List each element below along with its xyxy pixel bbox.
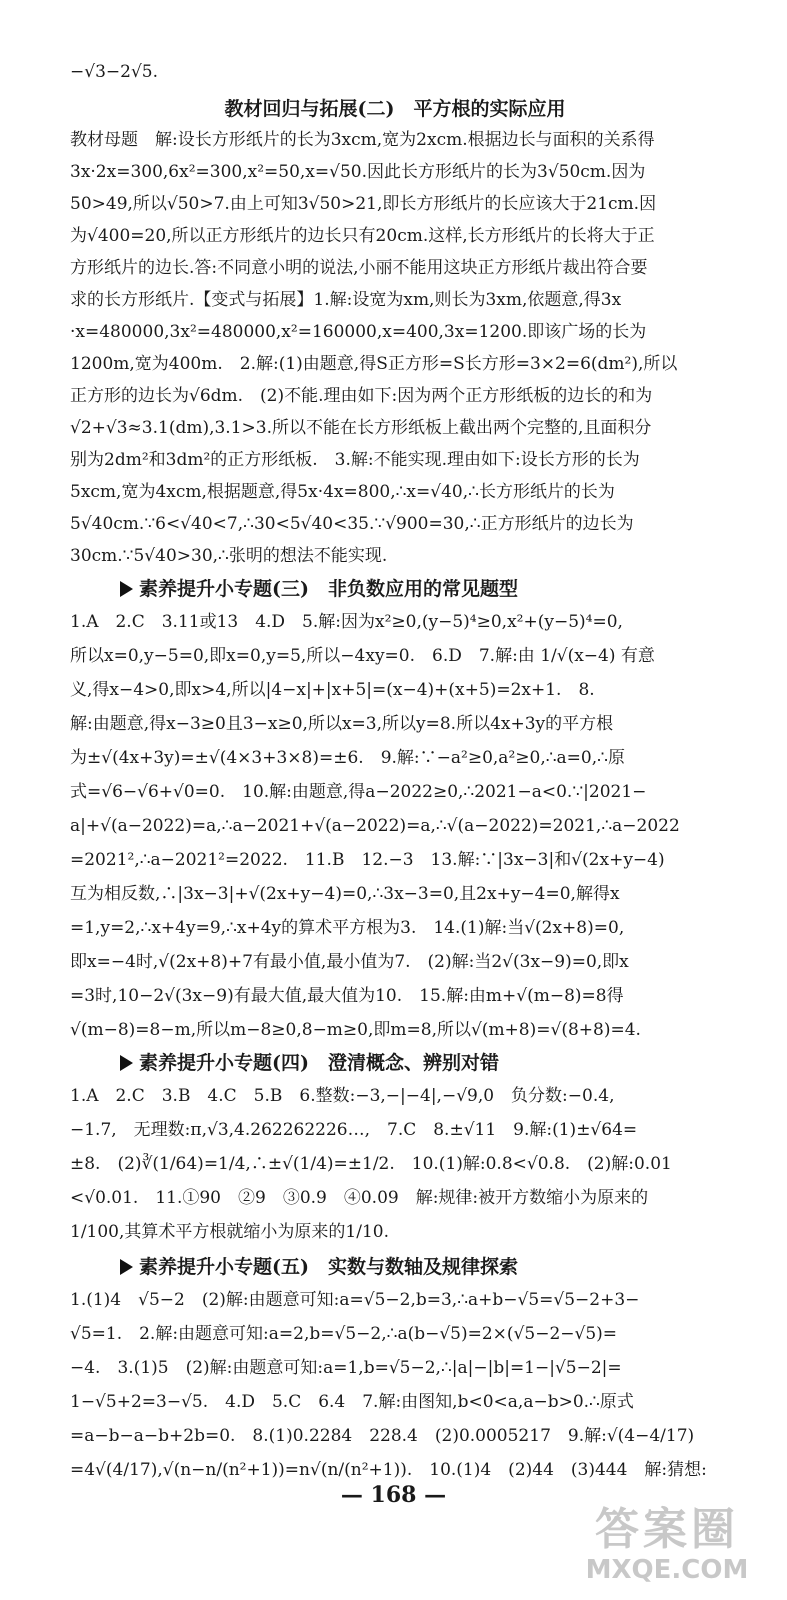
- text-line: 1200m,宽为400m. 2.解:(1)由题意,得S正方形=S长方形=3×2=6(dm²),所以: [70, 354, 678, 374]
- text-line: 为√400=20,所以正方形纸片的边长只有20cm.这样,长方形纸片的长将大于正: [70, 226, 655, 246]
- section-title: 教材回归与拓展(二) 平方根的实际应用: [224, 98, 566, 120]
- watermark-logo: [567, 1505, 767, 1595]
- text-line: a|+√(a−2022)=a,∴a−2021+√(a−2022)=a,∴√(a−2022)=2021,∴a−2022: [70, 816, 680, 836]
- text-line: 解:由题意,得x−3≥0且3−x≥0,所以x=3,所以y=8.所以4x+3y的平方根: [70, 714, 614, 734]
- text-line: ·x=480000,3x²=480000,x²=160000,x=400,3x=1200.即该广场的长为: [70, 322, 647, 342]
- text-line: √5=1. 2.解:由题意可知:a=2,b=√5−2,∴a(b−√5)=2×(√5−2−√5)=: [70, 1324, 618, 1344]
- text-line: =2021²,∴a−2021²=2022. 11.B 12.−3 13.解:∵|3x−3|和√(2x+y−4): [70, 850, 665, 870]
- text-line: =3时,10−2√(3x−9)有最大值,最大值为10. 15.解:由m+√(m−8)=8得: [70, 986, 624, 1006]
- text-line: 1.A 2.C 3.B 4.C 5.B 6.整数:−3,−|−4|,−√9,0 负分数:−0.4,: [70, 1086, 615, 1106]
- triangle-marker-icon: [120, 581, 133, 597]
- text-line: 所以x=0,y−5=0,即x=0,y=5,所以−4xy=0. 6.D 7.解:由 1/√(x−4) 有意: [70, 646, 655, 666]
- text-line: 50>49,所以√50>7.由上可知3√50>21,即长方形纸片的长应该大于21cm.因: [70, 194, 657, 214]
- text-line: ±8. (2)∛(1/64)=1/4,∴±√(1/4)=±1/2. 10.(1)解:0.8<√0.8. (2)解:0.01: [70, 1154, 672, 1174]
- text-line: 1−√5+2=3−√5. 4.D 5.C 6.4 7.解:由图知,b<0<a,a−b>0.∴原式: [70, 1392, 634, 1412]
- text-line: 3x·2x=300,6x²=300,x²=50,x=√50.因此长方形纸片的长为3√50cm.因为: [70, 162, 646, 182]
- text-line: −1.7, 无理数:π,√3,4.262262226…, 7.C 8.±√11 9.解:(1)±√64=: [70, 1120, 638, 1140]
- text-line: −4. 3.(1)5 (2)解:由题意可知:a=1,b=√5−2,∴|a|−|b|=1−|√5−2|=: [70, 1358, 622, 1378]
- text-line: 别为2dm²和3dm²的正方形纸板. 3.解:不能实现.理由如下:设长方形的长为: [70, 450, 640, 470]
- text-line: =a−b−a−b+2b=0. 8.(1)0.2284 228.4 (2)0.0005217 9.解:√(4−4/17): [70, 1426, 695, 1446]
- text-line: 正方形的边长为√6dm. (2)不能.理由如下:因为两个正方形纸板的边长的和为: [70, 386, 653, 406]
- text-line: 互为相反数,∴|3x−3|+√(2x+y−4)=0,∴3x−3=0,且2x+y−4=0,解得x: [70, 884, 620, 904]
- section-title: [120, 572, 770, 606]
- text-line: √2+√3≈3.1(dm),3.1>3.所以不能在长方形纸板上截出两个完整的,且面积分: [70, 418, 652, 438]
- text-line: 1.A 2.C 3.11或13 4.D 5.解:因为x²≥0,(y−5)⁴≥0,x²+(y−5)⁴=0,: [70, 612, 623, 632]
- page-number: — 168 —: [340, 1482, 447, 1508]
- text-line: =1,y=2,∴x+4y=9,∴x+4y的算术平方根为3. 14.(1)解:当√(2x+8)=0,: [70, 918, 625, 938]
- section-title: [120, 1046, 770, 1080]
- text-line: 1.(1)4 √5−2 (2)解:由题意可知:a=√5−2,b=3,∴a+b−√5=√5−2+3−: [70, 1290, 640, 1310]
- text-line: −√3−2√5.: [70, 62, 159, 82]
- text-line: 即x=−4时,√(2x+8)+7有最小值,最小值为7. (2)解:当2√(3x−9)=0,即x: [70, 952, 629, 972]
- text-line: <√0.01. 11.①90 ②9 ③0.9 ④0.09 解:规律:被开方数缩小为原来的: [70, 1188, 649, 1208]
- text-line: √(m−8)=8−m,所以m−8≥0,8−m≥0,即m=8,所以√(m+8)=√(8+8)=4.: [70, 1020, 641, 1040]
- section-title-text: 素养提升小专题(四) 澄清概念、辨别对错: [139, 1052, 499, 1074]
- watermark-top-text: 答案圈: [595, 1504, 739, 1555]
- text-line: 义,得x−4>0,即x>4,所以|4−x|+|x+5|=(x−4)+(x+5)=2x+1. 8.: [70, 680, 595, 700]
- text-line: =4√(4/17),√(n−n/(n²+1))=n√(n/(n²+1)). 10.(1)4 (2)44 (3)444 解:猜想:: [70, 1460, 707, 1480]
- triangle-marker-icon: [120, 1055, 133, 1071]
- text-line: 式=√6−√6+√0=0. 10.解:由题意,得a−2022≥0,∴2021−a<0.∵|2021−: [70, 782, 647, 802]
- text-line: 教材母题 解:设长方形纸片的长为3xcm,宽为2xcm.根据边长与面积的关系得: [70, 130, 655, 150]
- watermark-bottom-text: MXQE.COM: [585, 1555, 749, 1585]
- section-title-text: 素养提升小专题(三) 非负数应用的常见题型: [139, 578, 518, 600]
- triangle-marker-icon: [120, 1259, 133, 1275]
- text-line: 5√40cm.∵6<√40<7,∴30<5√40<35.∵√900=30,∴正方形纸片的边长为: [70, 514, 634, 534]
- text-line: 1/100,其算术平方根就缩小为原来的1/10.: [70, 1222, 389, 1242]
- text-line: 30cm.∵5√40>30,∴张明的想法不能实现.: [70, 546, 388, 566]
- text-line: 求的长方形纸片.【变式与拓展】1.解:设宽为xm,则长为3xm,依题意,得3x: [70, 290, 622, 310]
- text-line: 为±√(4x+3y)=±√(4×3+3×8)=±6. 9.解:∵−a²≥0,a²≥0,∴a=0,∴原: [70, 748, 625, 768]
- section-title-text: 素养提升小专题(五) 实数与数轴及规律探索: [139, 1256, 518, 1278]
- text-line: 5xcm,宽为4xcm,根据题意,得5x·4x=800,∴x=√40,∴长方形纸片的长为: [70, 482, 615, 502]
- text-line: 方形纸片的边长.答:不同意小明的说法,小丽不能用这块正方形纸片裁出符合要: [70, 258, 648, 278]
- section-title: [120, 1250, 770, 1284]
